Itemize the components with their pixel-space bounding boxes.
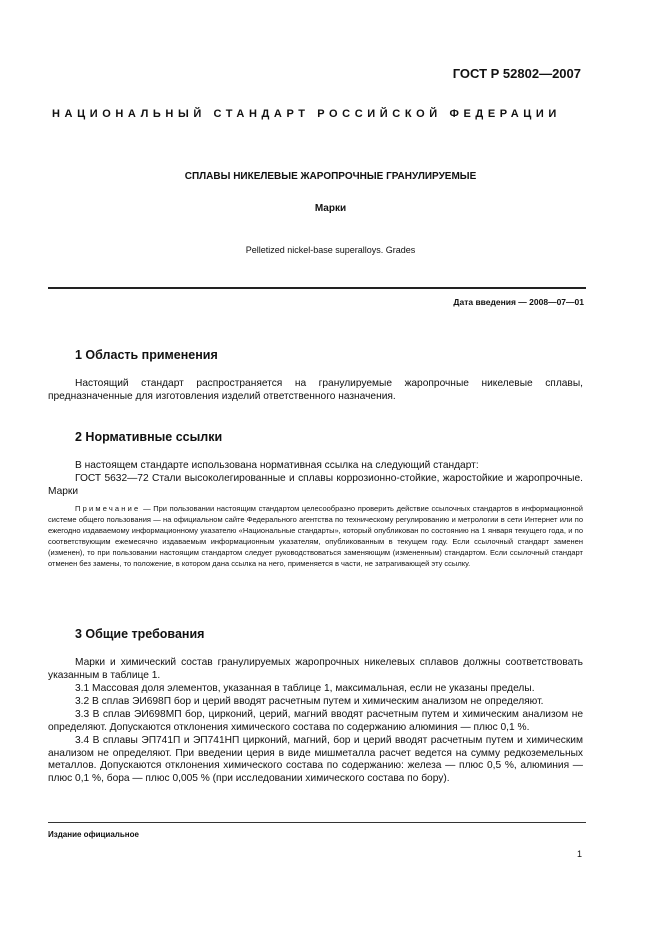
section-1-heading: 1 Область применения <box>75 348 218 362</box>
section-2-note <box>48 503 583 569</box>
section-1-paragraph: Настоящий стандарт распространяется на гранулируемые жаропрочные никелевые сплавы, предназначенные для изготовления изделий ответственного назначения. <box>48 378 583 402</box>
document-subtitle: Марки <box>314 203 347 214</box>
section-2-paragraph-2: ГОСТ 5632—72 Стали высоколегированные и сплавы коррозионно-стойкие, жаростойкие и жаропрочные. Марки <box>48 473 583 497</box>
section-3-heading: 3 Общие требования <box>75 627 205 641</box>
standard-number: ГОСТ Р 52802—2007 <box>452 66 581 81</box>
section-3-paragraph-4: 3.3 В сплав ЭИ698МП бор, цирконий, церий, магний вводят расчетным путем и химическим анализом не определяют. Допускаются отклонения химического состава по содержанию алюминия — плюс 0,1 %. <box>48 709 583 733</box>
section-2-heading: 2 Нормативные ссылки <box>75 430 223 444</box>
footer-divider <box>48 822 586 823</box>
note-text: — При пользовании настоящим стандартом целесообразно проверить действие ссылочных стандартов в информационной системе общего пользования — на официальном сайте Федерального агентства по техническому регулированию и метрологии в сети Интернет или по ежегодно издаваемому информационному указателю «Национальные стандарты», который опубликован по состоянию на 1 января текущего года, и по соответствующим ежемесячно издаваемым информационным указателям, опубликованным в текущем году. Если ссылочный стандарт заменен (изменен), то при пользовании настоящим стандартом следует руководствоваться заменяющим (измененным) стандартом. Если ссылочный стандарт отменен без замены, то положение, в котором дана ссылка на него, применяется в части, не затрагивающей эту ссылку. <box>48 504 583 568</box>
national-standard-banner: НАЦИОНАЛЬНЫЙ СТАНДАРТ РОССИЙСКОЙ ФЕДЕРАЦИИ <box>52 108 561 120</box>
section-3-paragraph-5: 3.4 В сплавы ЭП741П и ЭП741НП цирконий, магний, бор и церий вводят расчетным путем и химическим анализом не определяют. При введении церия в виде мишметалла расчет ведется на сумму редкоземельных металлов. Допускаются отклонения химического состава по содержанию: железа — плюс 0,5 %, алюминия — плюс 0,1 %, бора — плюс 0,005 % (при исследовании химического состава по бору). <box>48 735 583 784</box>
title-divider <box>48 287 586 289</box>
section-3-paragraph-3: 3.2 В сплав ЭИ698П бор и церий вводят расчетным путем и химическим анализом не определяют. <box>75 696 544 707</box>
official-edition-label: Издание официальное <box>48 830 139 839</box>
note-label: Примечание <box>75 504 141 513</box>
document-title: СПЛАВЫ НИКЕЛЕВЫЕ ЖАРОПРОЧНЫЕ ГРАНУЛИРУЕМЫЕ <box>184 171 477 182</box>
section-3-paragraph-2: 3.1 Массовая доля элементов, указанная в таблице 1, максимальная, если не указаны пределы. <box>75 683 535 694</box>
section-3-paragraph-1: Марки и химический состав гранулируемых жаропрочных никелевых сплавов должны соответствовать указанным в таблице 1. <box>48 657 583 681</box>
english-title: Pelletized nickel-base superalloys. Grades <box>245 245 416 255</box>
section-2-paragraph-1: В настоящем стандарте использована нормативная ссылка на следующий стандарт: <box>75 460 479 471</box>
date-of-introduction: Дата введения — 2008—07—01 <box>453 297 584 307</box>
page-number: 1 <box>577 849 583 859</box>
